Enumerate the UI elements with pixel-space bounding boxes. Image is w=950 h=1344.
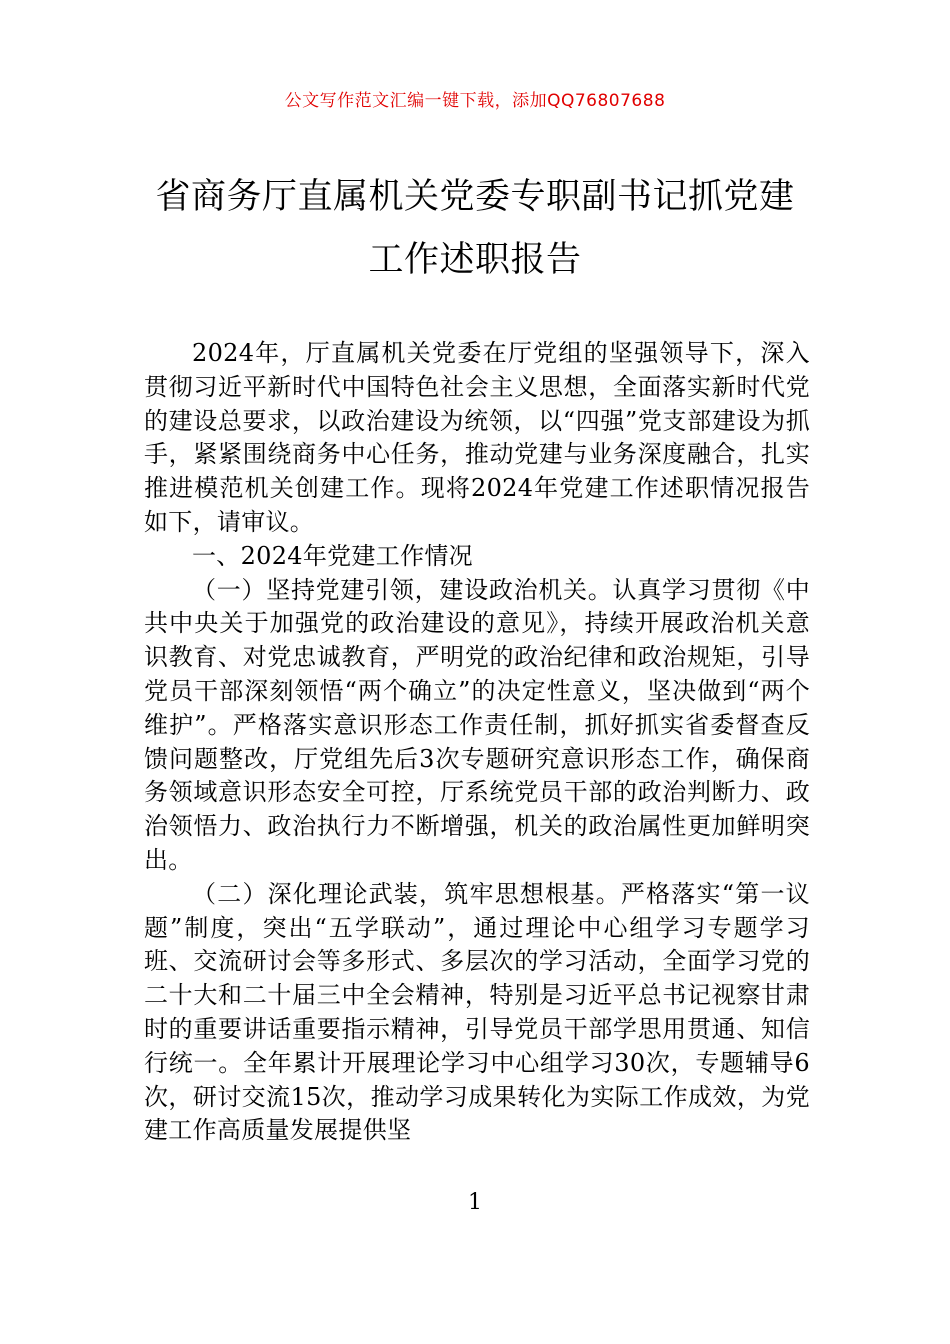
subsection-paragraph-2: （二）深化理论武装，筑牢思想根基。严格落实“第一议题”制度，突出“五学联动”，通过理论中心组学习专题学习班、交流研讨会等多形式、多层次的学习活动，全面学习党的二十大和二十届三中全会精神，特别是习近平总书记视察甘肃时的重要讲话重要指示精神，引导党员干部学思用贯通、知信行统一。全年累计开展理论学习中心组学习30次，专题辅导6次，研讨交流15次，推动学习成果转化为实际工作成效，为党建工作高质量发展提供坚: [144, 879, 810, 1145]
document-body: [144, 337, 810, 1148]
intro-paragraph: 2024年，厅直属机关党委在厅党组的坚强领导下，深入贯彻习近平新时代中国特色社会主义思想，全面落实新时代党的建设总要求，以政治建设为统领，以“四强”党支部建设为抓手，紧紧围绕商务中心任务，推动党建与业务深度融合，扎实推进模范机关创建工作。现将2024年党建工作述职情况报告如下，请审议。: [144, 339, 810, 536]
section-heading-1: 一、2024年党建工作情况: [192, 541, 473, 570]
subsection-paragraph-1: （一）坚持党建引领，建设政治机关。认真学习贯彻《中共中央关于加强党的政治建设的意见》，持续开展政治机关意识教育、对党忠诚教育，严明党的政治纪律和政治规矩，引导党员干部深刻领悟“两个确立”的决定性意义，坚决做到“两个维护”。严格落实意识形态工作责任制，抓好抓实省委督查反馈问题整改，厅党组先后3次专题研究意识形态工作，确保商务领域意识形态安全可控，厅系统党员干部的政治判断力、政治领悟力、政治执行力不断增强，机关的政治属性更加鲜明突出。: [144, 575, 810, 874]
page-number: 1: [468, 1190, 482, 1215]
document-title-line-1: 省商务厅直属机关党委专职副书记抓党建: [155, 177, 795, 217]
document-title-line-2: 工作述职报告: [368, 240, 582, 280]
header-download-note: 公文写作范文汇编一键下载，添加QQ76807688: [284, 91, 666, 111]
